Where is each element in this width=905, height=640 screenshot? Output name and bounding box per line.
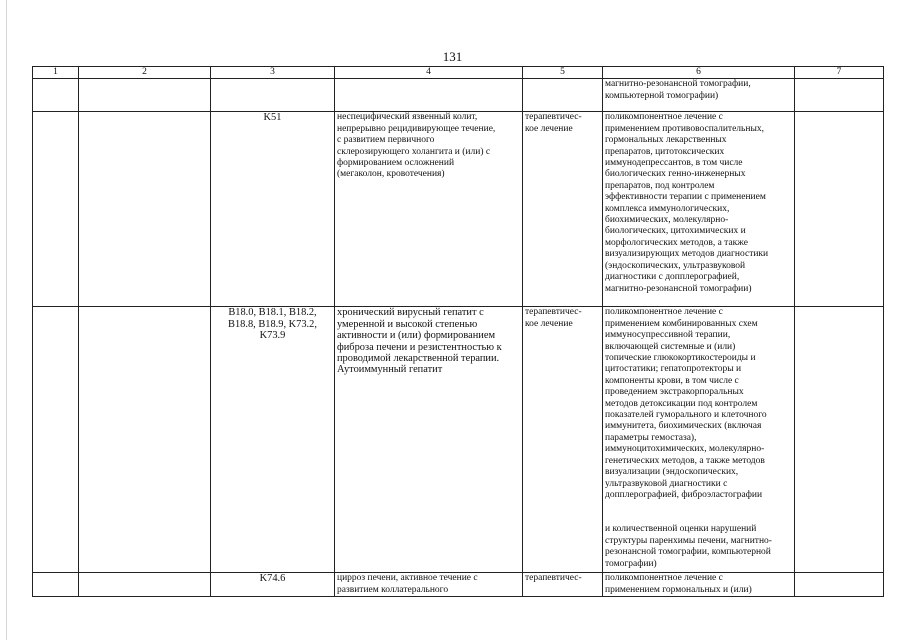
page-number: 131: [442, 49, 463, 64]
text-line: кое лечение: [525, 123, 573, 134]
cell-col-2: [79, 112, 211, 307]
column-number-6: 6: [603, 67, 795, 79]
text-line: применением комбинированных схем: [605, 318, 758, 329]
text-line: терапевтичес-: [525, 573, 582, 584]
diagnosis-code-cell: [211, 79, 335, 112]
cell-col-7: [795, 79, 884, 112]
text-line: поликомпонентное лечение с: [605, 307, 723, 318]
treatment-method-cell: [603, 79, 795, 112]
text-line: K74.6: [259, 573, 286, 585]
text-line: резонансной томографии, компьютерной: [605, 547, 771, 558]
text-line: B18.0, B18.1, B18.2,: [228, 307, 317, 319]
cell-col-7: [795, 573, 884, 597]
column-number-7: 7: [795, 67, 884, 79]
text-line: структуры паренхимы печени, магнитно-: [605, 535, 772, 546]
text-line: с развитием первичного: [337, 135, 435, 146]
text-line: применением противовоспалительных,: [605, 123, 764, 134]
text-line: гормональных лекарственных: [605, 135, 727, 146]
cell-col-1: [33, 112, 79, 307]
text-line: поликомпонентное лечение с: [605, 573, 723, 584]
patient-model-cell: [335, 112, 523, 307]
treatment-type-cell: [523, 307, 603, 573]
text-line: включающей системные и (или): [605, 341, 736, 352]
column-number-5: 5: [523, 67, 603, 79]
column-number-1: 1: [33, 67, 79, 79]
text-line: магнитно-резонансной томографии,: [605, 79, 751, 90]
text-line: склерозирующего холангита и (или) с: [337, 146, 491, 157]
column-number-row: [33, 67, 884, 79]
patient-model-cell: [335, 307, 523, 573]
text-line: умеренной и высокой степенью: [337, 318, 478, 330]
text-line: генетических методов, а также методов: [605, 455, 765, 466]
cell-col-2: [79, 573, 211, 597]
text-line: хронический вирусный гепатит с: [337, 307, 484, 319]
text-line: иммуносупрессивной терапии,: [605, 330, 731, 341]
column-number-4: 4: [335, 67, 523, 79]
text-line: биохимических, молекулярно-: [605, 215, 729, 226]
text-line: поликомпонентное лечение с: [605, 112, 723, 123]
text-line: K73.9: [259, 330, 286, 342]
medical-care-table: [32, 66, 884, 597]
treatment-method-text: [605, 307, 792, 501]
table-row: [33, 79, 884, 112]
column-number-3: 3: [211, 67, 335, 79]
text-line: и количественной оценки нарушений: [605, 524, 757, 535]
text-line: иммунодепрессантов, в том числе: [605, 158, 743, 169]
text-line: (мегаколон, кровотечения): [337, 169, 445, 180]
text-line: биологических генно-инженерных: [605, 169, 746, 180]
text-line: непрерывно рецидивирующее течение,: [337, 123, 496, 134]
treatment-method-continued-text: [605, 524, 792, 570]
cell-col-7: [795, 112, 884, 307]
text-line: препаратов, цитотоксических: [605, 146, 725, 157]
text-line: препаратов, под контролем: [605, 180, 715, 191]
text-line: терапевтичес-: [525, 307, 582, 318]
treatment-method-cell: [603, 112, 795, 307]
text-line: биологических, цитохимических и: [605, 226, 746, 237]
text-line: компоненты крови, в том числе с: [605, 375, 739, 386]
text-line: методов детоксикации под контролем: [605, 398, 758, 409]
text-line: проведением экстракорпоральных: [605, 387, 744, 398]
text-line: иммунитета, биохимических (включая: [605, 421, 762, 432]
column-number-2: 2: [79, 67, 211, 79]
treatment-type-cell: [523, 112, 603, 307]
text-line: развитием коллатерального: [337, 584, 449, 595]
diagnosis-code-cell: [211, 573, 335, 597]
cell-col-7: [795, 307, 884, 573]
text-line: визуализации (эндоскопических,: [605, 467, 739, 478]
text-line: комплекса иммунологических,: [605, 203, 730, 214]
text-line: неспецифический язвенный колит,: [337, 112, 478, 123]
text-line: активности и (или) формированием: [337, 330, 496, 342]
text-line: цитостатики; гепатопротекторы и: [605, 364, 742, 375]
text-line: магнитно-резонансной томографии): [605, 283, 752, 294]
text-line: диагностики с допплерографией,: [605, 272, 740, 283]
text-gap: [605, 501, 792, 524]
treatment-method-cell: [603, 573, 795, 597]
text-line: формированием осложнений: [337, 158, 455, 169]
text-line: кое лечение: [525, 318, 573, 329]
text-line: цирроз печени, активное течение с: [337, 573, 478, 584]
text-line: терапевтичес-: [525, 112, 582, 123]
text-line: морфологических методов, а также: [605, 237, 748, 248]
text-line: Аутоиммунный гепатит: [337, 364, 443, 376]
table-row: [33, 112, 884, 307]
treatment-type-cell: [523, 79, 603, 112]
diagnosis-code-cell: [211, 307, 335, 573]
table-row: [33, 573, 884, 597]
cell-col-2: [79, 79, 211, 112]
patient-model-cell: [335, 573, 523, 597]
treatment-method-cell: [603, 307, 795, 573]
text-line: томографии): [605, 558, 657, 569]
diagnosis-code-cell: [211, 112, 335, 307]
text-line: (эндоскопических, ультразвуковой: [605, 260, 746, 271]
text-line: иммуноцитохимических, молекулярно-: [605, 444, 765, 455]
text-line: параметры гемостаза),: [605, 432, 697, 443]
text-line: компьютерной томографии): [605, 90, 719, 101]
table-row: [33, 307, 884, 573]
cell-col-1: [33, 79, 79, 112]
cell-col-1: [33, 573, 79, 597]
cell-col-1: [33, 307, 79, 573]
text-line: показателей гуморального и клеточного: [605, 410, 767, 421]
text-line: фиброза печени и резистентностью к: [337, 341, 502, 353]
text-line: применением гормональных и (или): [605, 584, 752, 595]
text-line: ультразвуковой диагностики с: [605, 478, 728, 489]
text-line: B18.8, B18.9, K73.2,: [228, 318, 317, 330]
text-line: топические глюкокортикостероиды и: [605, 353, 756, 364]
text-line: визуализирующих методов диагностики: [605, 249, 769, 260]
page-edge-line: [6, 0, 7, 640]
text-line: проводимой лекарственной терапии.: [337, 353, 500, 365]
text-line: эффективности терапии с применением: [605, 192, 766, 203]
text-line: допплерографией, фиброэластографии: [605, 489, 763, 500]
patient-model-cell: [335, 79, 523, 112]
cell-col-2: [79, 307, 211, 573]
text-line: K51: [263, 112, 282, 124]
treatment-type-cell: [523, 573, 603, 597]
